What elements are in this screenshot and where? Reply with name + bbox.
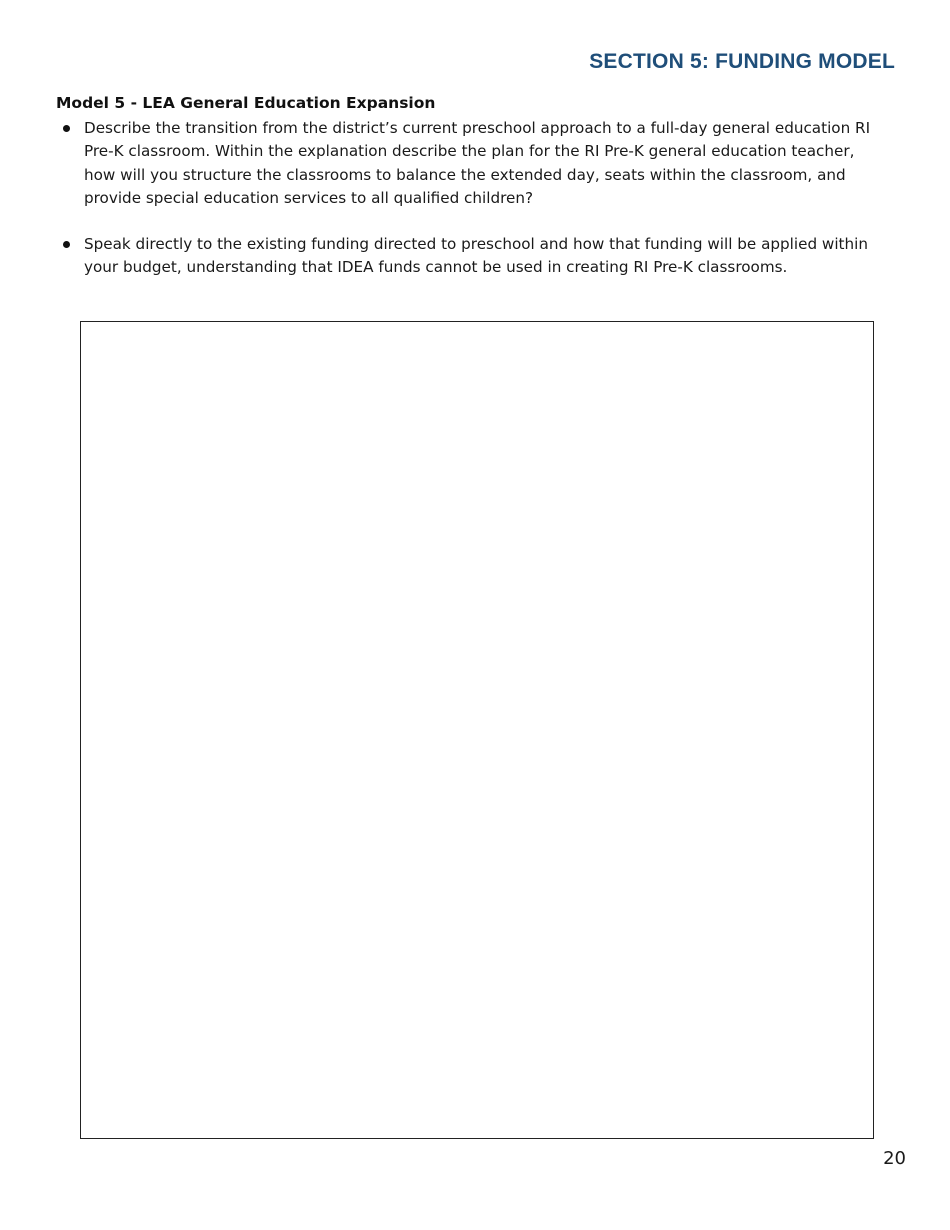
page-number: 20 <box>883 1148 906 1169</box>
instruction-text: Describe the transition from the district’s current preschool approach to a full-day general education RI Pre-K classroom. Within the explanation describe the plan for the RI Pre-K general education teacher, how will you structure the classrooms to balance the extended day, seats within the classroom, and provide special education services to all qualified children? <box>84 119 871 207</box>
instruction-text: Speak directly to the existing funding directed to preschool and how that funding will be applied within your budget, understanding that IDEA funds cannot be used in creating RI Pre-K classrooms. <box>84 235 868 277</box>
model-heading: Model 5 - LEA General Education Expansion <box>56 94 436 112</box>
instruction-list <box>56 117 886 303</box>
section-header: SECTION 5: FUNDING MODEL <box>589 50 895 73</box>
bullet-icon <box>63 125 70 132</box>
response-text-box[interactable] <box>80 321 874 1139</box>
instruction-item <box>56 233 886 280</box>
bullet-icon <box>63 241 70 248</box>
instruction-item <box>56 117 886 210</box>
